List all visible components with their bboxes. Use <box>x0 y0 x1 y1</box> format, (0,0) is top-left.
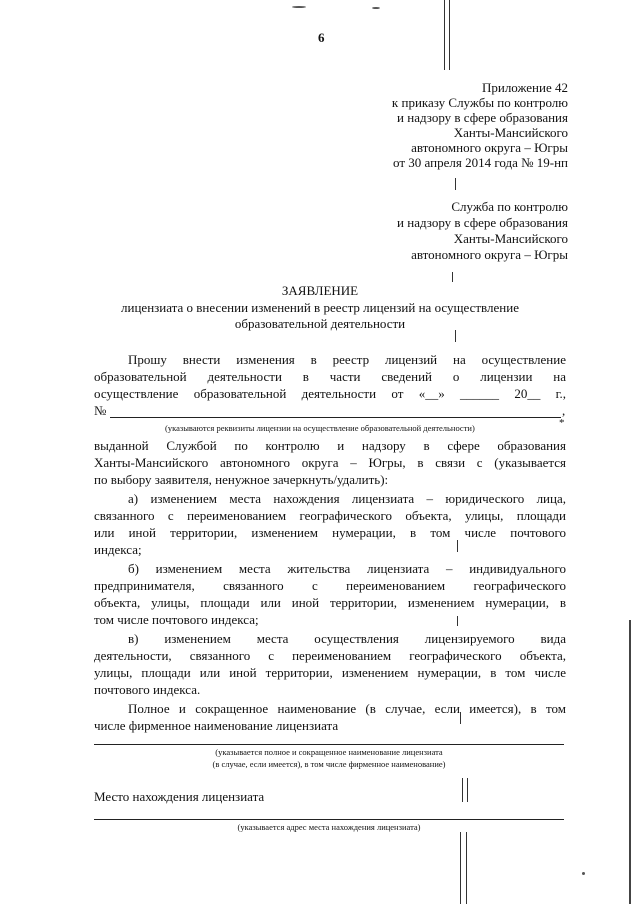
scan-line <box>449 0 450 70</box>
appendix-line: к приказу Службы по контролю <box>391 95 568 110</box>
scan-line <box>444 0 445 70</box>
scan-line <box>452 272 453 282</box>
item-a-line: индекса; <box>94 542 142 557</box>
scan-speck <box>292 6 306 8</box>
item-b-line: предпринимателя, связанного с переименованием географического <box>94 578 566 593</box>
number-comma: , <box>562 403 566 418</box>
body-line: осуществление образовательной деятельности от «__» ______ 20__ г., <box>94 386 566 401</box>
document-title: ЗАЯВЛЕНИЕ <box>281 283 359 298</box>
body-line: Прошу внести изменения в реестр лицензий на осуществление <box>128 352 566 367</box>
scan-line <box>457 616 458 626</box>
scan-line <box>466 832 467 904</box>
body-line: образовательной деятельности в части сведений о лицензии на <box>94 369 566 384</box>
item-a-line: а) изменением места нахождения лицензиата – юридического лица, <box>128 491 566 506</box>
document-subtitle: образовательной деятельности <box>234 316 406 331</box>
appendix-line: автономного округа – Югры <box>411 140 568 155</box>
body-line: выданной Службой по контролю и надзору в сфере образования <box>94 438 566 453</box>
scan-line <box>467 778 468 802</box>
item-a-line: или иной территории, изменением нумерации, в том числе почтового <box>94 525 566 540</box>
addressee-line: Ханты-Мансийского <box>453 231 568 246</box>
addressee-line: Служба по контролю <box>451 199 568 214</box>
scan-line <box>457 540 458 552</box>
item-v-line: деятельности, связанного с переименованием географического объекта, <box>94 648 566 663</box>
body-line: числе фирменное наименование лицензиата <box>94 718 339 733</box>
scan-speck <box>582 872 585 875</box>
item-v-line: улицы, площади или иной территории, изменением нумерации, в том числе <box>94 665 566 680</box>
appendix-line: Ханты-Мансийского <box>453 125 568 140</box>
appendix-line: Приложение 42 <box>481 80 568 95</box>
scan-speck <box>372 7 380 9</box>
item-b-line: том числе почтового индекса; <box>94 612 259 627</box>
scan-line <box>462 778 463 802</box>
item-a-line: связанного с переименованием географического объекта, улицы, площади <box>94 508 566 523</box>
item-b-line: объекта, улицы, площади или иной территории, изменением нумерации, в <box>94 595 566 610</box>
location-label: Место нахождения лицензиата <box>94 789 265 804</box>
name-fill-line <box>94 744 564 745</box>
item-v-line: почтового индекса. <box>94 682 201 697</box>
note-name: (в случае, если имеется), в том числе фирменное наименование) <box>212 759 446 769</box>
asterisk: * <box>559 417 565 429</box>
note-address: (указывается адрес места нахождения лицензиата) <box>237 822 421 832</box>
item-v-line: в) изменением места осуществления лицензируемого вида <box>128 631 566 646</box>
body-line: по выбору заявителя, ненужное зачеркнуть/удалить): <box>94 472 389 487</box>
number-label: № <box>94 403 107 418</box>
scan-edge <box>629 620 631 904</box>
addressee-line: автономного округа – Югры <box>411 247 568 262</box>
appendix-line: от 30 апреля 2014 года № 19-нп <box>393 155 568 170</box>
item-b-line: б) изменением места жительства лицензиата – индивидуального <box>128 561 566 576</box>
location-fill-line <box>94 819 564 820</box>
scan-line <box>455 330 456 342</box>
note-requisites: (указываются реквизиты лицензии на осуществление образовательной деятельности) <box>165 423 475 433</box>
document-subtitle: лицензиата о внесении изменений в реестр лицензий на осуществление <box>121 300 519 315</box>
body-line: Полное и сокращенное наименование (в случае, если имеется), в том <box>128 701 566 716</box>
scan-line <box>460 832 461 904</box>
scan-line <box>460 712 461 724</box>
body-line: Ханты-Мансийского автономного округа – Югры, в связи с (указывается <box>94 455 566 470</box>
addressee-line: и надзору в сфере образования <box>397 215 568 230</box>
note-name: (указывается полное и сокращенное наименование лицензиата <box>215 747 443 757</box>
number-fill-line <box>110 417 561 418</box>
appendix-line: и надзору в сфере образования <box>397 110 568 125</box>
scan-line <box>455 178 456 190</box>
page-number: 6 <box>318 30 325 45</box>
